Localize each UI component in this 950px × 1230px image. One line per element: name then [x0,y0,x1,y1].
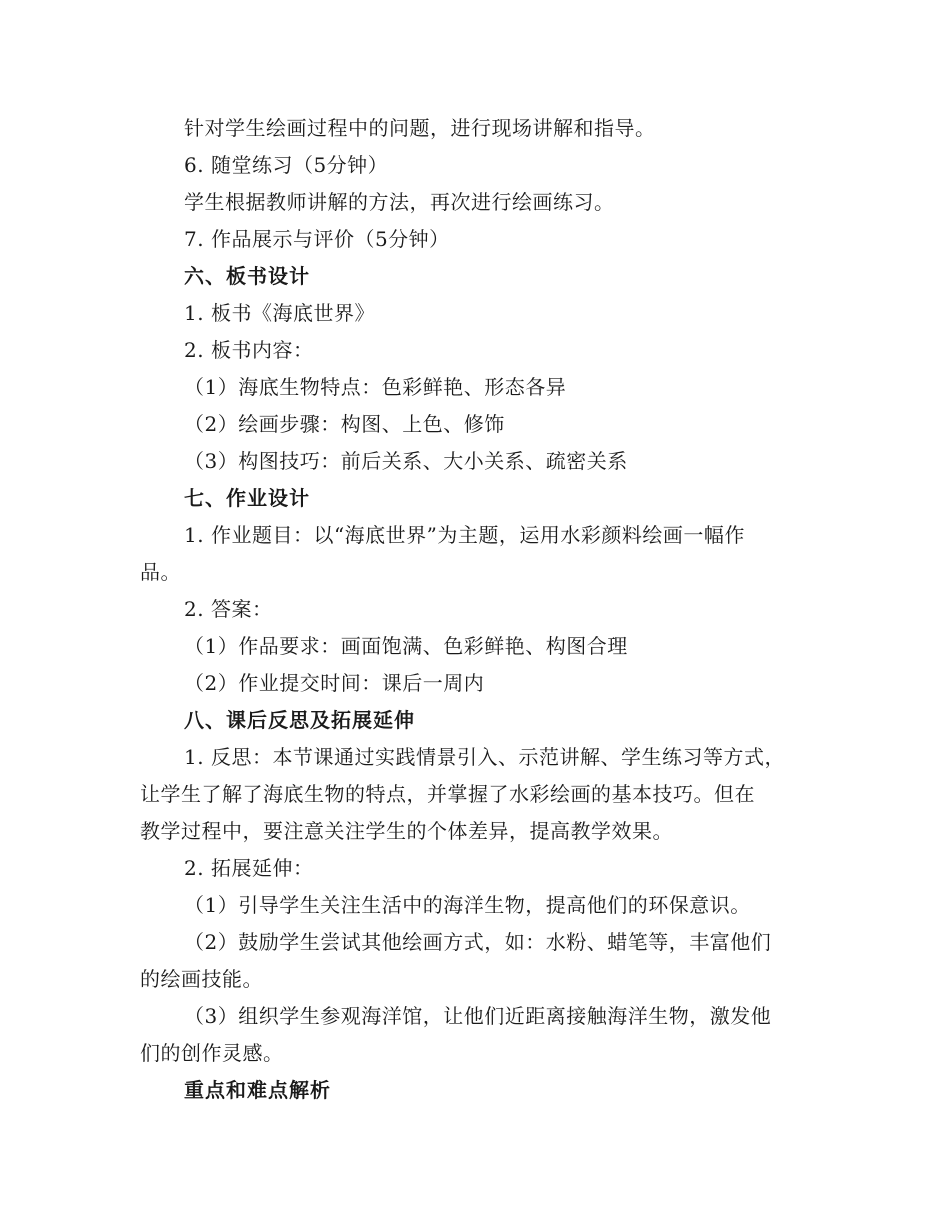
text-line: 的绘画技能。 [140,967,263,991]
list-item: 1. 反思：本节课通过实践情景引入、示范讲解、学生练习等方式， [184,745,785,769]
list-item: 2. 板书内容： [184,338,314,362]
text-line: 让学生了解了海底生物的特点，并掌握了水彩绘画的基本技巧。但在 [140,782,755,806]
sub-list-item: （2）作业提交时间：课后一周内 [184,671,485,695]
text-line: 针对学生绘画过程中的问题，进行现场讲解和指导。 [184,116,656,140]
list-item: 6. 随堂练习（5分钟） [184,153,389,177]
text-line: 学生根据教师讲解的方法，再次进行绘画练习。 [184,190,615,214]
sub-list-item: （3）构图技巧：前后关系、大小关系、疏密关系 [184,449,628,473]
section-heading: 八、课后反思及拓展延伸 [184,708,415,732]
list-item: 1. 板书《海底世界》 [184,301,375,325]
sub-list-item: （1）引导学生关注生活中的海洋生物，提高他们的环保意识。 [184,893,751,917]
list-item: 2. 拓展延伸： [184,856,314,880]
text-line: 们的创作灵感。 [140,1041,284,1065]
text-line: 教学过程中，要注意关注学生的个体差异，提高教学效果。 [140,819,673,843]
sub-list-item: （3）组织学生参观海洋馆，让他们近距离接触海洋生物，激发他 [184,1004,772,1028]
section-heading: 六、板书设计 [184,264,310,288]
sub-list-item: （1）作品要求：画面饱满、色彩鲜艳、构图合理 [184,634,628,658]
section-heading: 七、作业设计 [184,486,310,510]
list-item: 1. 作业题目：以“海底世界”为主题，运用水彩颜料绘画一幅作 [184,523,745,547]
sub-list-item: （2）绘画步骤：构图、上色、修饰 [184,412,505,436]
sub-list-item: （1）海底生物特点：色彩鲜艳、形态各异 [184,375,567,399]
list-item: 7. 作品展示与评价（5分钟） [184,227,450,251]
text-line: 品。 [140,560,181,584]
list-item: 2. 答案： [184,597,273,621]
sub-list-item: （2）鼓励学生尝试其他绘画方式，如：水粉、蜡笔等，丰富他们 [184,930,772,954]
section-heading: 重点和难点解析 [184,1078,331,1102]
